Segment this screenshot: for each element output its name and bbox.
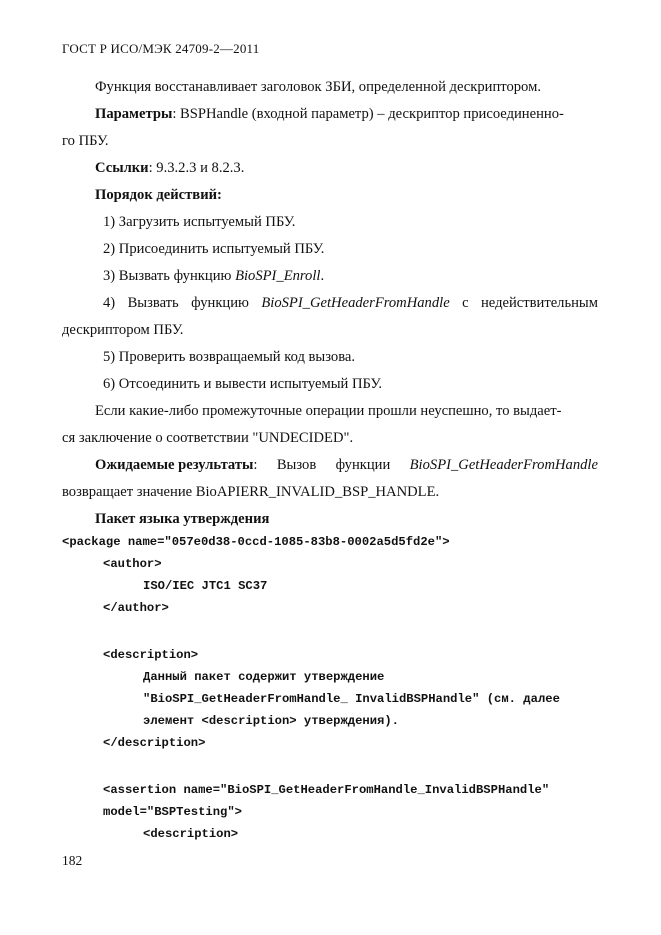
paragraph-undecided-cont: ся заключение о соответствии "UNDECIDED". bbox=[62, 430, 354, 446]
expected-results-word-2: функции bbox=[335, 457, 391, 473]
assertion-package-heading: Пакет языка утверждения bbox=[95, 511, 270, 527]
document-header: ГОСТ Р ИСО/МЭК 24709-2—2011 bbox=[62, 41, 260, 56]
paragraph-parameters bbox=[95, 101, 564, 128]
expected-results-function: BioSPI_GetHeaderFromHandle bbox=[409, 457, 598, 473]
step-4-function: BioSPI_GetHeaderFromHandle bbox=[261, 295, 450, 311]
paragraph-undecided: Если какие-либо промежуточные операции прошли неуспешно, то выдает- bbox=[95, 403, 562, 419]
expected-results-colon: : bbox=[253, 457, 258, 473]
procedure-step-5: 5) Проверить возвращаемый код вызова. bbox=[103, 349, 356, 365]
code-line-assertion-description: <description> bbox=[143, 827, 239, 841]
step-4-word-3: с bbox=[462, 295, 469, 311]
code-line-assertion-open: <assertion name="BioSPI_GetHeaderFromHandle_InvalidBSPHandle" bbox=[103, 783, 550, 797]
paragraph-expected-results-cont: возвращает значение BioAPIERR_INVALID_BSP_HANDLE. bbox=[62, 484, 440, 500]
parameters-text: : BSPHandle (входной параметр) – дескриптор присоединенно- bbox=[172, 106, 564, 122]
code-line-author-value: ISO/IEC JTC1 SC37 bbox=[143, 579, 268, 593]
step-4-number: 4) bbox=[103, 295, 116, 311]
code-line-description-text-1: Данный пакет содержит утверждение bbox=[143, 670, 385, 684]
procedure-step-6: 6) Отсоединить и вывести испытуемый ПБУ. bbox=[103, 376, 382, 392]
code-line-assertion-model: model="BSPTesting"> bbox=[103, 805, 242, 819]
code-line-description-close: </description> bbox=[103, 736, 206, 750]
references-text: : 9.3.2.3 и 8.2.3. bbox=[148, 160, 245, 176]
step-4-word-4: недействительным bbox=[480, 295, 598, 311]
procedure-step-4-cont: дескриптором ПБУ. bbox=[62, 322, 184, 338]
paragraph-parameters-cont: го ПБУ. bbox=[62, 133, 109, 149]
code-line-package: <package name="057e0d38-0ccd-1085-83b8-0002a5d5fd2e"> bbox=[62, 535, 450, 549]
step-4-word-2: функцию bbox=[191, 295, 249, 311]
step-3-text: 3) Вызвать функцию bbox=[103, 268, 236, 284]
procedure-step-2: 2) Присоединить испытуемый ПБУ. bbox=[103, 241, 325, 257]
parameters-label: Параметры bbox=[95, 106, 173, 122]
code-line-author-close: </author> bbox=[103, 601, 169, 615]
code-line-author-open: <author> bbox=[103, 557, 162, 571]
procedure-step-3 bbox=[103, 263, 324, 290]
code-line-description-open: <description> bbox=[103, 648, 199, 662]
page-number: 182 bbox=[62, 853, 83, 868]
procedure-heading: Порядок действий: bbox=[95, 187, 222, 203]
code-line-description-text-3: элемент <description> утверждения). bbox=[143, 714, 399, 728]
paragraph-expected-results bbox=[95, 452, 598, 479]
procedure-step-1: 1) Загрузить испытуемый ПБУ. bbox=[103, 214, 296, 230]
expected-results-word-1: Вызов bbox=[276, 457, 317, 473]
step-3-end: . bbox=[320, 268, 325, 284]
step-3-function: BioSPI_Enroll bbox=[235, 268, 321, 284]
expected-results-label: Ожидаемые результаты bbox=[95, 457, 254, 473]
procedure-step-4 bbox=[103, 290, 598, 317]
code-line-description-text-2: "BioSPI_GetHeaderFromHandle_ InvalidBSPHandle" (см. далее bbox=[143, 692, 560, 706]
references-label: Ссылки bbox=[95, 160, 149, 176]
paragraph-function-description: Функция восстанавливает заголовок ЗБИ, определенной дескриптором. bbox=[95, 79, 541, 95]
step-4-word-1: Вызвать bbox=[127, 295, 179, 311]
paragraph-references bbox=[95, 155, 244, 182]
